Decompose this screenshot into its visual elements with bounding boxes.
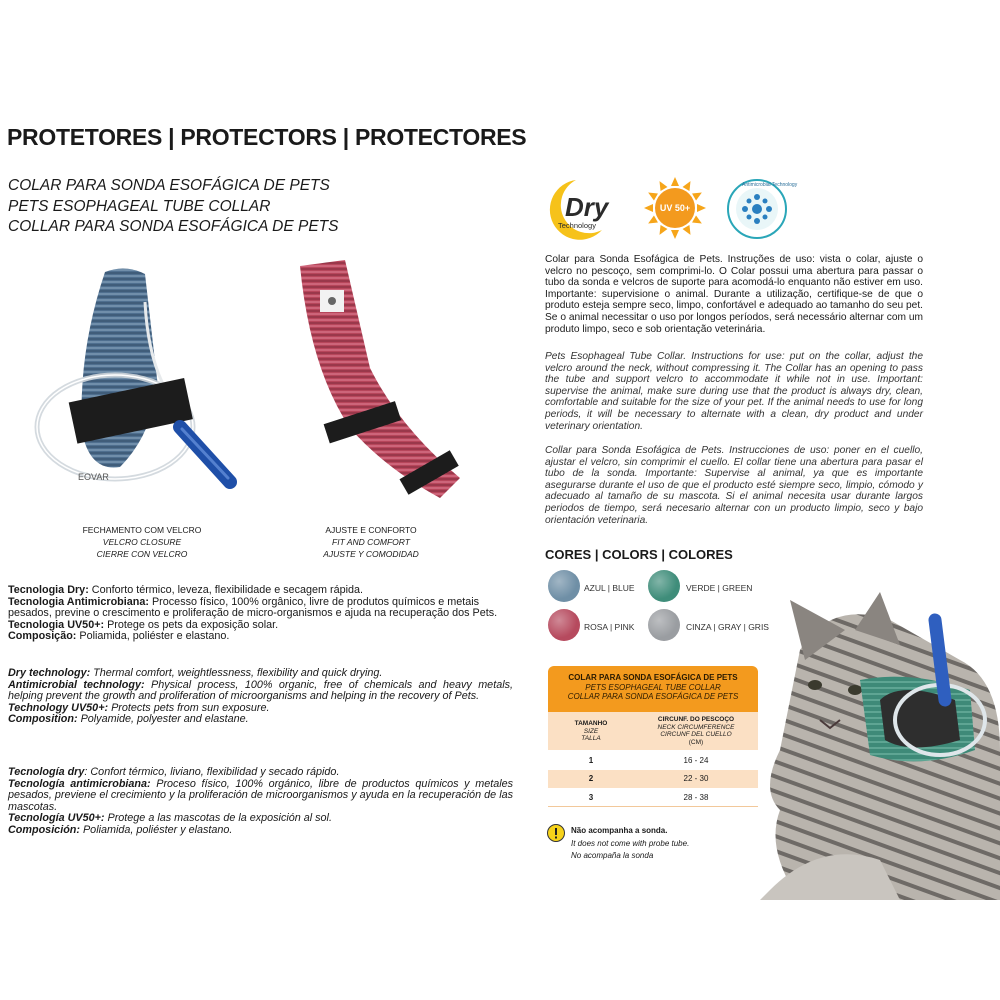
product-names <box>8 176 338 238</box>
antimicrobial-text: Antimicrobial Technology <box>742 182 798 188</box>
table-row <box>548 789 758 807</box>
range-cell: 28 - 38 <box>683 793 709 802</box>
range-cell: 16 - 24 <box>683 756 709 765</box>
caption-velcro <box>42 524 242 560</box>
swatch-green <box>648 570 680 602</box>
tech-text: Physical process, 100% organic, free of chemicals and heavy metals, helping prevent the growth and proliferation of microorganisms and helping in the recovery of Pets. <box>8 678 513 703</box>
tech-label: Tecnologia UV50+: <box>8 618 105 631</box>
caption-fit <box>271 524 471 560</box>
size-table-title-en: PETS ESOPHAGEAL TUBE COLLAR <box>585 682 721 692</box>
tech-label: Composición: <box>8 823 80 836</box>
product-name-pt: COLAR PARA SONDA ESOFÁGICA DE PETS <box>8 177 330 194</box>
probe-note <box>571 825 689 863</box>
note-en: It does not come with probe tube. <box>571 838 690 848</box>
swatch-gray <box>648 609 680 641</box>
page-title: PROTETORES | PROTECTORS | PROTECTORES <box>7 124 527 150</box>
tech-label: Antimicrobial technology: <box>8 678 145 691</box>
tech-text: Protege os pets da exposição solar. <box>104 618 279 631</box>
note-pt: Não acompanha a sonda. <box>571 826 668 835</box>
dry-sub: Technology <box>558 221 596 230</box>
note-es: No acompaña la sonda <box>571 851 654 860</box>
description-es: Collar para Sonda Esofágica de Pets. Instrucciones de uso: poner en el cuello, ajustar el velcro, sin comprimir el cuello. El collar tiene una abertura para pasar el tubo de la sonda. Importante: Supervise al animal, ya que es importante asegurarse durante el uso de que el producto esté siempre seco, limpio, cómodo y adecuado al tamaño de su mascota. Si el animal necesita usar durante largos periodos de tiempo, será necesario alternar con un producto limpio, seco y bajo orientación veterinaria. <box>545 445 923 526</box>
table-row <box>548 752 758 770</box>
tech-label: Dry technology: <box>8 667 91 679</box>
tech-label: Composição: <box>8 630 77 643</box>
caption-fit-es: AJUSTE Y COMODIDAD <box>323 549 419 559</box>
blue-collar-photo <box>30 262 245 492</box>
size-table-title-pt: COLAR PARA SONDA ESOFÁGICA DE PETS <box>568 673 738 682</box>
pink-collar-photo <box>290 258 470 503</box>
tech-text: : Confort térmico, liviano, flexibilidad y secado rápido. <box>84 766 340 778</box>
col-size-pt: TAMANHO <box>574 720 608 727</box>
size-cell: 3 <box>588 793 594 802</box>
caption-velcro-en: VELCRO CLOSURE <box>102 537 182 547</box>
caption-velcro-pt: FECHAMENTO COM VELCRO <box>82 525 202 535</box>
col-neck-en: NECK CIRCUMFERENCE <box>657 723 735 731</box>
dry-word: Dry <box>565 192 609 222</box>
caption-velcro-es: CIERRE CON VELCRO <box>96 549 188 559</box>
col-neck-unit: (CM) <box>688 738 704 746</box>
uv-text: UV 50+ <box>659 203 691 213</box>
tech-label: Composition: <box>8 713 78 726</box>
size-table-column-headers <box>548 712 758 750</box>
swatch-blue <box>548 570 580 602</box>
tech-text: Poliamida, poliéster e elastano. <box>76 630 230 643</box>
tech-en-block <box>8 668 513 726</box>
col-neck-es: CIRCUNF DEL CUELLO <box>660 731 732 738</box>
tech-es-block <box>8 767 513 837</box>
size-cell: 1 <box>588 756 594 765</box>
cat-photo <box>760 590 1000 900</box>
tech-text: Thermal comfort, weightlessness, flexibility and quick drying. <box>90 667 383 679</box>
range-cell: 22 - 30 <box>683 774 709 783</box>
col-neck-pt: CIRCUNF. DO PESCOÇO <box>657 716 735 723</box>
swatch-label-gray: CINZA | GRAY | GRIS <box>686 622 769 632</box>
size-table-header <box>548 666 758 712</box>
size-table-title-es: COLLAR PARA SONDA ESOFÁGICA DE PETS <box>567 692 739 701</box>
tech-text: Polyamide, polyester and elastane. <box>77 713 249 726</box>
uv-sun-icon <box>643 176 707 240</box>
tech-label: Tecnologia Antimicrobiana: <box>8 595 149 608</box>
tech-label: Tecnología UV50+: <box>8 812 105 825</box>
brand-mark: EOVAR <box>78 472 109 482</box>
tech-text: Protects pets from sun exposure. <box>108 701 270 714</box>
tech-text: Proceso físico, 100% orgánico, libre de productos químicos y metales pesados, previene el crecimiento y la proliferación de microorganismos y ayuda en la recuperación de las mascotas. <box>8 777 514 813</box>
tech-label: Tecnología dry <box>8 766 85 778</box>
product-name-en: PETS ESOPHAGEAL TUBE COLLAR <box>8 197 271 215</box>
description-pt: Colar para Sonda Esofágica de Pets. Instruções de uso: vista o colar, ajuste o velcro no pescoço, sem comprimi-lo. O Colar possui uma abertura para passar o tubo da sonda e velcros de suporte para acomodá-lo enquanto não estiver em uso. Importante: supervisione o animal. Durante a utilização, certifique-se de que o produto esteja sempre seco, limpo, confortável e adequado ao tamanho do seu pet. Se o animal necessitar o uso por longos períodos, será necessário alternar com um produto limpo, seco e sob orientação veterinária. <box>545 254 923 335</box>
col-size-en: SIZE <box>583 727 599 735</box>
table-row <box>548 770 758 788</box>
colors-title: CORES | COLORS | COLORES <box>545 547 733 562</box>
warning-icon <box>546 823 566 843</box>
size-cell: 2 <box>588 774 594 783</box>
tech-text: Poliamida, poliéster y elastano. <box>79 823 233 836</box>
tech-pt-block <box>8 585 513 643</box>
caption-fit-en: FIT AND COMFORT <box>332 537 410 547</box>
antimicrobial-icon <box>726 178 798 240</box>
table-divider <box>548 806 758 807</box>
tech-label: Technology UV50+: <box>8 701 109 714</box>
tech-text: Processo físico, 100% orgânico, livre de produtos químicos e metais pesados, previne o crescimento e proliferação de micro-organismos e ajuda na recuperação dos Pets. <box>8 595 498 620</box>
product-name-es: COLLAR PARA SONDA ESOFÁGICA DE PETS <box>8 218 339 235</box>
swatch-label-green: VERDE | GREEN <box>686 583 753 593</box>
tech-label: Tecnologia Dry: <box>8 584 89 596</box>
caption-fit-pt: AJUSTE E CONFORTO <box>325 525 417 535</box>
swatch-pink <box>548 609 580 641</box>
tech-text: Conforto térmico, leveza, flexibilidade e secagem rápida. <box>88 584 364 596</box>
description-en: Pets Esophageal Tube Collar. Instructions for use: put on the collar, adjust the velcro around the neck, without compressing it. The Collar has an opening to pass the tube and support velcro to accommodate it while not in use. Important: supervise the animal, make sure during use that the product is always dry, clean, comfortable and suitable for the size of your pet. If the animal needs to use for long periods, it will be necessary to alternate with a clean, dry product and under veterinary orientation. <box>545 351 923 432</box>
swatch-label-blue: AZUL | BLUE <box>584 583 635 593</box>
swatch-label-pink: ROSA | PINK <box>584 622 635 632</box>
dry-technology-logo <box>540 172 630 242</box>
tech-label: Tecnología antimicrobiana: <box>8 777 151 790</box>
tech-text: Protege a las mascotas de la exposición al sol. <box>104 812 332 825</box>
col-size-es: TALLA <box>581 735 601 742</box>
